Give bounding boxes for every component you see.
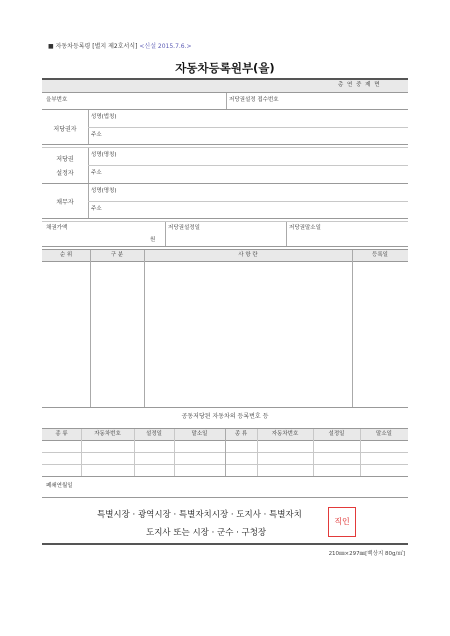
divider: [352, 250, 353, 407]
header-category: 구 분: [110, 252, 124, 258]
divider: [42, 476, 408, 477]
divider: [144, 250, 145, 407]
debtor-name-label: 성명(명칭): [91, 188, 117, 194]
debtor-label: 채무자: [56, 199, 74, 206]
co-header-type-2: 종 류: [234, 431, 248, 437]
divider: [286, 222, 287, 246]
divider: [42, 109, 408, 110]
divider: [134, 429, 135, 476]
co-header-canceldate-2: 말소일: [376, 431, 392, 437]
mortgagor-address-label: 주소: [91, 170, 102, 176]
divider: [257, 429, 258, 476]
divider: [165, 222, 166, 246]
total-pages-label: 총 연 중 제 면: [338, 82, 381, 88]
co-header-setdate-1: 설정일: [146, 431, 162, 437]
co-mortgage-caption: 공동저당된 자동차의 등록번호 등: [181, 413, 269, 420]
divider: [81, 429, 82, 476]
form-reference-new: <신설 2015.7.6.>: [139, 43, 192, 50]
receipt-no-label: 저당권설정 접수번호: [229, 97, 279, 103]
form-reference: [48, 44, 192, 50]
divider: [226, 93, 227, 109]
cancel-date-label: 저당권말소일: [289, 225, 321, 231]
divider: [42, 221, 408, 222]
paper-spec: 210㎜×297㎜[백상지 80g/㎡]: [328, 551, 405, 557]
claim-amount-label: 채권가액: [46, 225, 68, 231]
co-header-type-1: 종 류: [55, 431, 68, 437]
mortgagor-name-label: 성명(명칭): [91, 152, 117, 158]
mortgagee-address-label: 주소: [91, 132, 102, 138]
divider: [42, 246, 408, 247]
co-header-carno-1: 자동차번호: [94, 431, 121, 437]
divider: [225, 429, 226, 476]
form-reference-text: ■ 자동차등록령 [별지 제2호서식]: [48, 43, 138, 50]
case-no-label: 을부번호: [46, 97, 68, 103]
page-title: 자동차등록원부(을): [175, 61, 275, 75]
authority-line-1: 특별시장 · 광역시장 · 특별자치시장 · 도지사 · 특별자치: [97, 510, 302, 520]
mortgagor-label-1: 저당권: [56, 156, 74, 163]
bottom-border: [42, 543, 408, 545]
closure-date-label: 폐쇄연월일: [46, 483, 73, 489]
co-header-setdate-2: 설정일: [328, 431, 345, 437]
divider: [313, 429, 314, 476]
divider: [42, 407, 408, 408]
divider: [42, 218, 408, 219]
header-rank: 순 위: [59, 252, 73, 258]
authority-line-2: 도지사 또는 시장 · 군수 · 구청장: [146, 528, 267, 538]
divider: [42, 144, 408, 145]
official-seal: 직인: [328, 507, 356, 537]
header-details: 사 항 란: [238, 252, 258, 258]
divider: [42, 261, 408, 262]
divider: [42, 92, 408, 93]
divider: [88, 201, 408, 202]
divider: [360, 429, 361, 476]
divider: [90, 250, 91, 407]
set-date-label: 저당권설정일: [168, 225, 200, 231]
divider: [88, 127, 408, 128]
mortgagor-label-2: 설정자: [56, 170, 74, 177]
divider: [42, 183, 408, 184]
won-label: 원: [150, 237, 156, 243]
co-header-canceldate-1: 말소일: [191, 431, 208, 437]
header-reg-date: 등록일: [372, 252, 388, 258]
divider: [174, 429, 175, 476]
mortgagee-name-label: 성명(법칭): [91, 114, 117, 120]
mortgagee-label: 저당권자: [53, 126, 77, 133]
divider: [42, 147, 408, 148]
debtor-address-label: 주소: [91, 206, 102, 212]
divider: [42, 497, 408, 498]
co-header-carno-2: 자동차번호: [271, 431, 299, 437]
divider: [88, 165, 408, 166]
